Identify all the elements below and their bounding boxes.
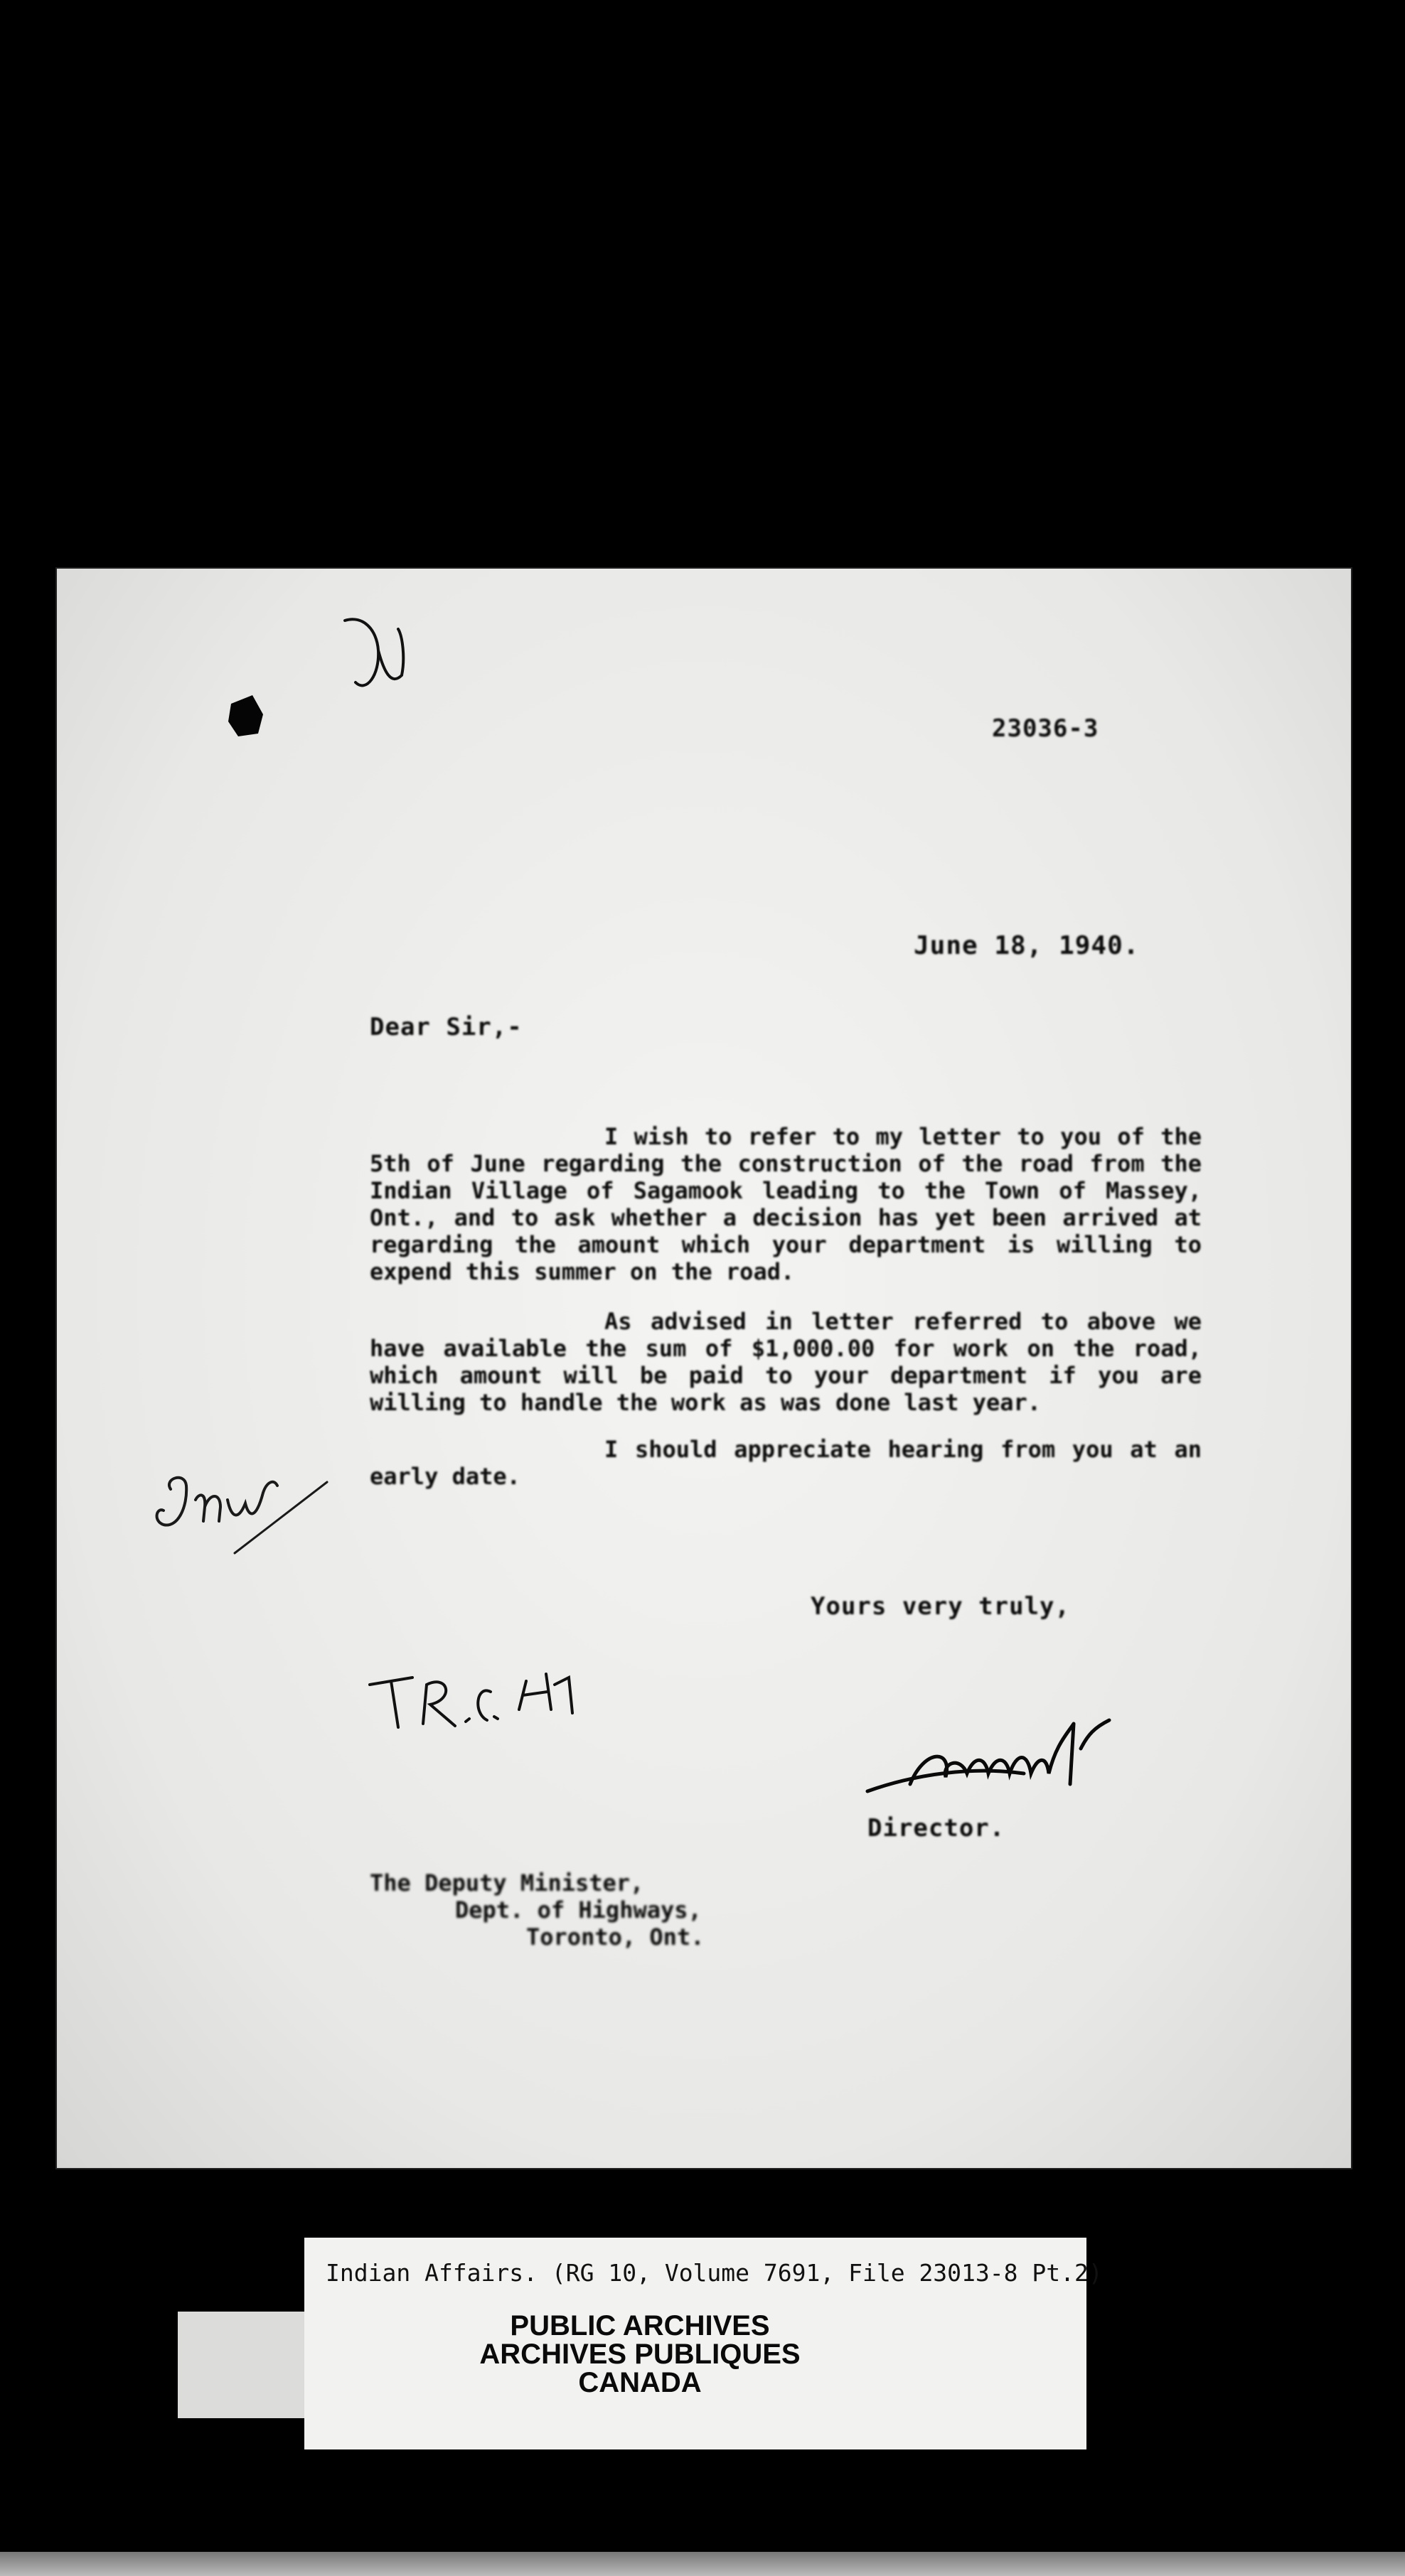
recipient-address [370, 1869, 704, 1950]
film-edge [0, 2552, 1405, 2576]
body-paragraph: I should appreciate hearing from you at an early date. [370, 1436, 1202, 1490]
body-paragraph: As advised in letter referred to above we have available the sum of $1,000.00 for work on the road, which amount will be paid to your department if you are willing to handle the work as was done last year. [370, 1308, 1202, 1416]
stamp-line: ARCHIVES PUBLIQUES [479, 2339, 801, 2370]
signature [860, 1706, 1159, 1805]
handwritten-initials-jnw [142, 1450, 341, 1564]
recipient-line: The Deputy Minister, [370, 1869, 644, 1896]
letter-date: June 18, 1940. [914, 931, 1140, 960]
stamp-line: CANADA [578, 2367, 702, 2398]
letter-page [57, 569, 1351, 2168]
recipient-line: Toronto, Ont. [526, 1923, 705, 1950]
signer-title: Director. [867, 1814, 1005, 1842]
handwritten-top-mark [334, 608, 412, 700]
salutation: Dear Sir,- [370, 1013, 523, 1041]
closing: Yours very truly, [811, 1592, 1070, 1621]
file-number: 23036-3 [992, 714, 1099, 743]
archive-stamp [441, 2312, 839, 2397]
recipient-line: Dept. of Highways, [455, 1896, 702, 1923]
body-paragraph: I wish to refer to my letter to you of the 5th of June regarding the construction of the road from the Indian Village of Sagamook leading to the Town of Massey, Ont., and to ask whether a decision has yet been arrived at regarding the amount which your department is willing to expend this summer on the road. [370, 1123, 1202, 1285]
archive-reference: Indian Affairs. (RG 10, Volume 7691, File 23013-8 Pt.2) [326, 2259, 1103, 2287]
punch-hole-mark [224, 689, 267, 739]
stamp-line: PUBLIC ARCHIVES [510, 2310, 770, 2341]
handwritten-file-note [356, 1642, 597, 1742]
